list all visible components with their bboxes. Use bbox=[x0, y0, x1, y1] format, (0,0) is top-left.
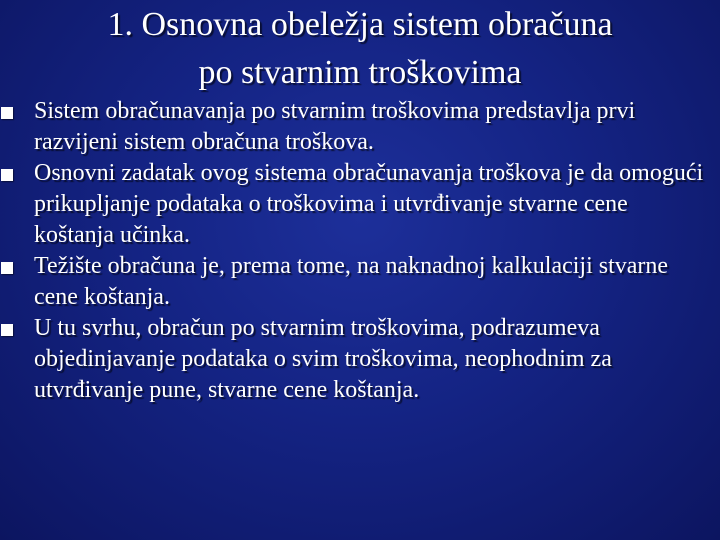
bullet-text: Težište obračuna je, prema tome, na naknadnoj kalkulaciji stvarne cene koštanja. bbox=[34, 253, 669, 310]
square-bullet-icon bbox=[1, 324, 13, 336]
square-bullet-icon bbox=[1, 107, 13, 119]
bullet-text: U tu svrhu, obračun po stvarnim troškovima, podrazumeva objedinjavanje podataka o svim troškovima, neophodnim za utvrđivanje pune, stvarne cene koštanja. bbox=[34, 315, 612, 403]
slide-title bbox=[0, 0, 720, 97]
bullet-item bbox=[0, 96, 720, 158]
bullet-item bbox=[0, 251, 720, 313]
slide-title-line-1: 1. Osnovna obeležja sistem obračuna bbox=[107, 6, 613, 43]
square-bullet-icon bbox=[1, 169, 13, 181]
bullet-text: Sistem obračunavanja po stvarnim troškovima predstavlja prvi razvijeni sistem obračuna troškova. bbox=[34, 98, 636, 155]
bullet-item bbox=[0, 158, 720, 251]
bullet-text: Osnovni zadatak ovog sistema obračunavanja troškova je da omogući prikupljanje podataka o troškovima i utvrđivanje stvarne cene koštanja učinka. bbox=[34, 160, 704, 248]
slide-title-line-2: po stvarnim troškovima bbox=[198, 54, 522, 91]
square-bullet-icon bbox=[1, 262, 13, 274]
bullet-list bbox=[0, 96, 720, 406]
bullet-item bbox=[0, 313, 720, 406]
